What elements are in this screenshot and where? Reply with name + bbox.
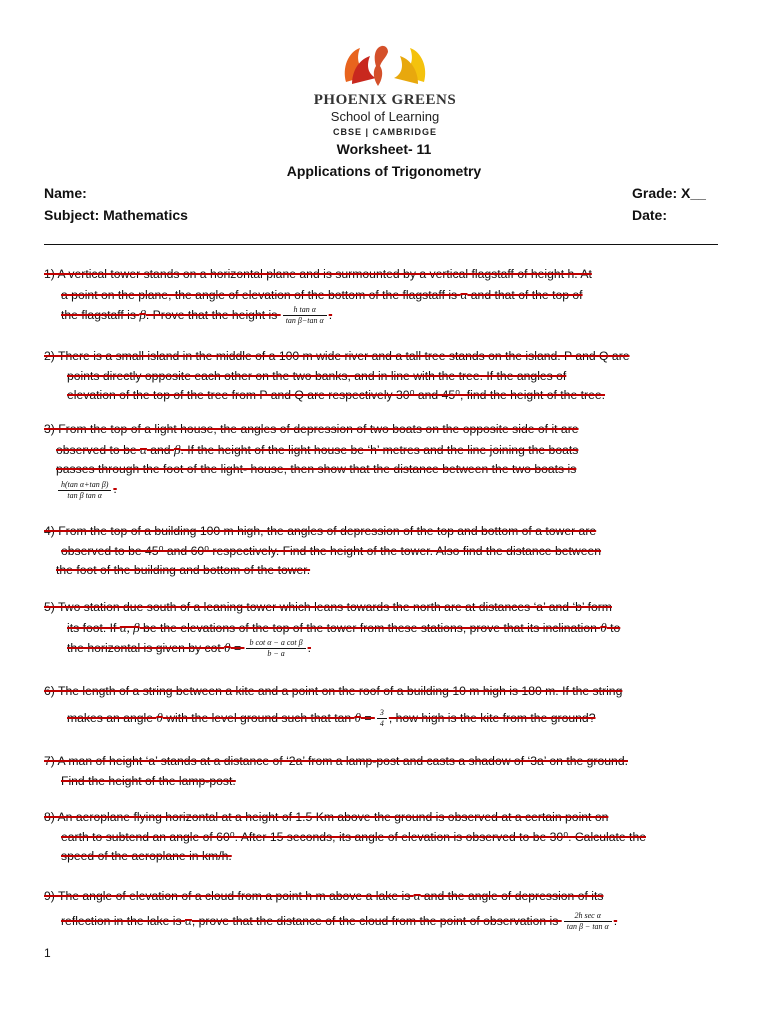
question-text: observed to be 45⁰ and 60⁰ respectively. Find the height of the tower. Also find the distance between bbox=[61, 543, 602, 558]
name-label: Name: bbox=[44, 185, 87, 201]
fraction: $\frac{\text{2h sec α}}{\text{tan β − tan α}}$ bbox=[564, 911, 612, 932]
question-text: 8) An aeroplane flying horizontal at a height of 1.5 Km above the ground is observed at a certain point on bbox=[44, 810, 609, 824]
subject-label: Subject: Mathematics bbox=[44, 207, 188, 223]
question-5 bbox=[44, 598, 724, 659]
question-text: its foot. If α, β be the elevations of the top of the tower from these stations, prove that its inclination θ to bbox=[67, 619, 621, 635]
date-label: Date: bbox=[632, 207, 668, 223]
worksheet-title: Worksheet- 11 bbox=[336, 141, 432, 157]
question-text: 5) Two station due south of a leaning tower which leans towards the north are at distances ‘a’ and ‘b’ form bbox=[44, 600, 612, 614]
question-6 bbox=[44, 682, 724, 729]
question-text: 3) From the top of a light house, the angles of depression of two boats on the opposite side of it are bbox=[44, 422, 579, 436]
question-text: a point on the plane, the angle of elevation of the bottom of the flagstaff is α and that of the top of bbox=[61, 286, 583, 302]
worksheet-topic: Applications of Trigonometry bbox=[286, 163, 482, 179]
question-3 bbox=[44, 420, 724, 501]
question-text: elevation of the top of the tree from P and Q are respectively 30⁰ and 45⁰, find the height of the tree. bbox=[67, 388, 606, 402]
question-text: 7) A man of height ‘a’ stands at a distance of ‘2a’ from a lamp-post and casts a shadow of ‘3a’ on the ground. bbox=[44, 754, 628, 768]
question-8 bbox=[44, 808, 724, 867]
question-text: 4) From the top of a building 100 m high, the angles of depression of the top and bottom of a tower are bbox=[44, 524, 597, 538]
phoenix-icon bbox=[338, 42, 432, 90]
question-text: passes through the foot of the light- house, then show that the distance between the two boats is bbox=[56, 462, 577, 476]
school-logo bbox=[300, 42, 470, 138]
header-divider bbox=[44, 244, 718, 245]
question-1 bbox=[44, 265, 724, 326]
question-text: reflection in the lake is α, prove that the distance of the cloud from the point of observation is $\frac{\text{2h sec α}}{\text{tan β − tan α}}$ . bbox=[61, 910, 618, 931]
question-text: observed to be α and β. If the height of the light house be ‘h’ metres and the line joining the boats bbox=[56, 441, 579, 457]
school-subtitle: School of Learning bbox=[330, 109, 440, 124]
fraction: $\frac{\text{h(tan α+tan β)}}{\text{tan β tan α}}$ bbox=[58, 480, 111, 501]
question-text: the foot of the building and bottom of the tower. bbox=[56, 563, 311, 577]
question-text: makes an angle θ with the level ground such that tan θ = $\frac{3}{4}$ , how high is the kite from the ground? bbox=[67, 707, 596, 728]
fraction: $\frac{\text{b cot α − a cot β}}{b - a}$ bbox=[246, 638, 305, 659]
question-text: 2) There is a small island in the middle of a 100 m wide river and a tall tree stands on the island. P and Q are bbox=[44, 349, 630, 363]
grade-label: Grade: X__ bbox=[632, 185, 706, 201]
school-boards: CBSE | CAMBRIDGE bbox=[332, 127, 438, 137]
question-text: 9) The angle of elevation of a cloud from a point h m above a lake is α and the angle of depression of its bbox=[44, 888, 604, 903]
question-9 bbox=[44, 886, 724, 932]
question-4 bbox=[44, 522, 724, 581]
question-text: earth to subtend an angle of 60⁰. After 15 seconds, its angle of elevation is observed to be 30⁰. Calculate the bbox=[61, 829, 646, 844]
page-number: 1 bbox=[44, 946, 51, 960]
question-2 bbox=[44, 347, 724, 406]
question-text: $\frac{\text{h(tan α+tan β)}}{\text{tan β tan α}}$ . bbox=[44, 480, 724, 501]
question-text: 1) A vertical tower stands on a horizontal plane and is surmounted by a vertical flagstaff of height h. At bbox=[44, 267, 592, 281]
question-text: Find the height of the lamp-post. bbox=[61, 773, 236, 788]
question-text: points directly opposite each other on the two banks, and in line with the tree. If the angles of bbox=[67, 368, 567, 383]
question-text: the flagstaff is β. Prove that the height is $\frac{\text{h tan α}}{\text{tan β−tan α}}$ . bbox=[61, 305, 333, 326]
fraction: $\frac{3}{4}$ bbox=[377, 708, 387, 729]
school-name: PHOENIX GREENS bbox=[313, 92, 457, 108]
question-text: 6) The length of a string between a kite and a point on the roof of a building 10 m high is 180 m. If the string bbox=[44, 684, 623, 698]
question-7 bbox=[44, 752, 724, 791]
question-text: speed of the aeroplane in km/h. bbox=[61, 849, 232, 863]
fraction: $\frac{\text{h tan α}}{\text{tan β−tan α}}$ bbox=[283, 305, 327, 326]
question-text: the horizontal is given by cot θ = $\frac{\text{b cot α − a cot β}}{b - a}$ . bbox=[67, 638, 311, 659]
